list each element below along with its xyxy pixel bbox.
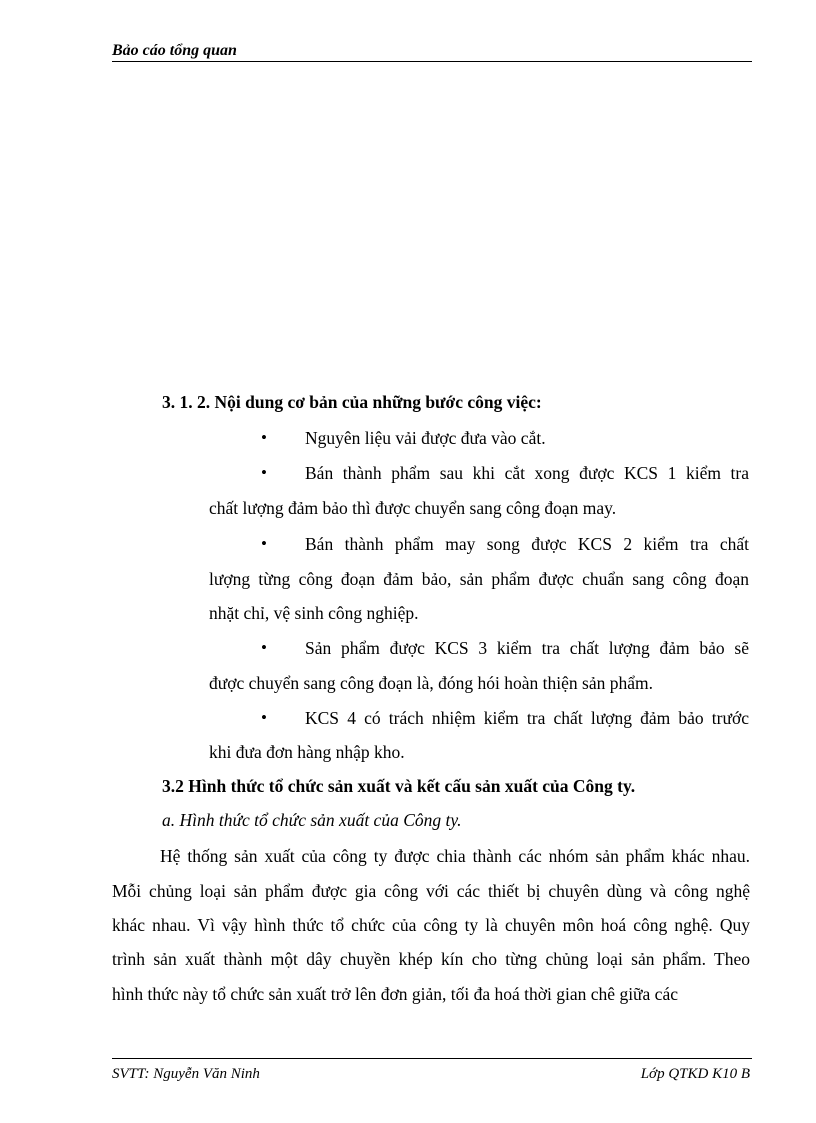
bullet-icon: • bbox=[261, 463, 267, 482]
bullet-2-line-1: Bán thành phẩm sau khi cắt xong được KCS 1 kiểm tra bbox=[305, 463, 749, 483]
bullet-3-line-3: nhặt chỉ, vệ sinh công nghiệp. bbox=[209, 603, 419, 623]
bullet-icon: • bbox=[261, 534, 267, 553]
section-32-heading: 3.2 Hình thức tổ chức sản xuất và kết cấu sản xuất của Công ty. bbox=[162, 776, 636, 796]
footer-rule bbox=[112, 1058, 752, 1059]
paragraph-line-3: khác nhau. Vì vậy hình thức tổ chức của công ty là chuyên môn hoá công nghệ. Quy bbox=[112, 915, 750, 935]
footer-student: SVTT: Nguyễn Văn Ninh bbox=[112, 1066, 260, 1082]
paragraph-line-4: trình sản xuất thành một dây chuyền khép kín cho từng chủng loại sản phẩm. Theo bbox=[112, 949, 750, 969]
bullet-icon: • bbox=[261, 638, 267, 657]
bullet-5-line-1: KCS 4 có trách nhiệm kiểm tra chất lượng đảm bảo trước bbox=[305, 708, 749, 728]
paragraph-line-1: Hệ thống sản xuất của công ty được chia thành các nhóm sản phẩm khác nhau. bbox=[160, 846, 750, 866]
section-312-heading: 3. 1. 2. Nội dung cơ bản của những bước công việc: bbox=[162, 392, 542, 412]
paragraph-line-5: hình thức này tổ chức sản xuất trở lên đơn giản, tối đa hoá thời gian chê giữa các bbox=[112, 984, 678, 1004]
bullet-4-line-2: được chuyển sang công đoạn là, đóng hói hoàn thiện sản phẩm. bbox=[209, 673, 653, 693]
bullet-5-line-2: khi đưa đơn hàng nhập kho. bbox=[209, 742, 405, 762]
page-header bbox=[112, 40, 752, 64]
bullet-icon: • bbox=[261, 428, 267, 447]
bullet-3-line-2: lượng từng công đoạn đảm bảo, sản phẩm được chuẩn sang công đoạn bbox=[209, 569, 749, 589]
header-rule bbox=[112, 61, 752, 62]
bullet-4-line-1: Sản phẩm được KCS 3 kiểm tra chất lượng đảm bảo sẽ bbox=[305, 638, 749, 658]
footer-class: Lớp QTKD K10 B bbox=[640, 1066, 750, 1082]
paragraph-line-2: Mỗi chủng loại sản phẩm được gia công với các thiết bị chuyên dùng và công nghệ bbox=[112, 881, 750, 901]
bullet-1-line-1: Nguyên liệu vải được đưa vào cắt. bbox=[305, 428, 546, 448]
bullet-icon: • bbox=[261, 708, 267, 727]
header-title: Bảo cáo tổng quan bbox=[112, 42, 237, 59]
section-32-subheading: a. Hình thức tổ chức sản xuất của Công ty. bbox=[162, 810, 462, 830]
bullet-3-line-1: Bán thành phẩm may song được KCS 2 kiểm tra chất bbox=[305, 534, 749, 554]
bullet-2-line-2: chất lượng đảm bảo thì được chuyển sang công đoạn may. bbox=[209, 498, 617, 518]
